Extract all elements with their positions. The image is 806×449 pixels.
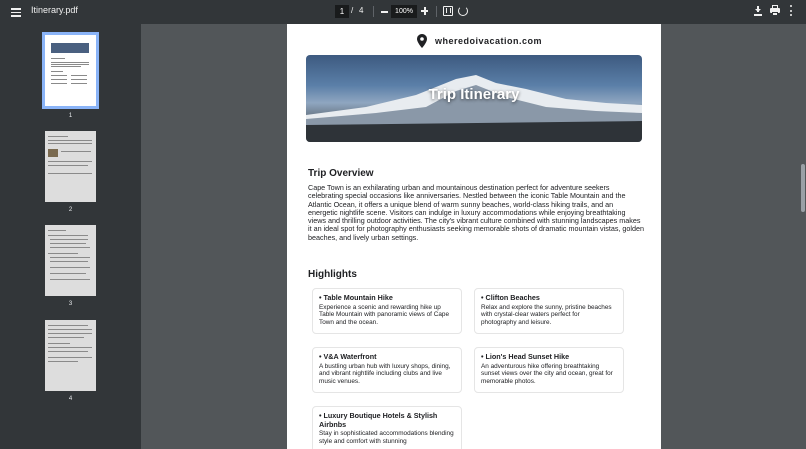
zoom-in-button[interactable] <box>419 5 431 17</box>
scrollbar-thumb[interactable] <box>801 164 805 212</box>
thumbnail-number: 4 <box>68 396 73 402</box>
highlight-title: • Luxury Boutique Hotels & Stylish Airbnbs <box>319 411 438 429</box>
location-pin-icon <box>417 34 427 48</box>
zoom-out-button[interactable] <box>379 5 391 17</box>
highlight-title: • Clifton Beaches <box>481 293 540 302</box>
pdf-page <box>287 24 661 449</box>
highlight-text: A bustling urban hub with luxury shops, dining, and vibrant nightlife including clubs and live music venues. <box>319 362 451 385</box>
highlight-card <box>312 406 462 449</box>
download-icon[interactable] <box>752 5 764 17</box>
thumbnail-hero-image <box>51 43 89 53</box>
zoom-input[interactable] <box>391 5 417 18</box>
hero-title: Trip Itinerary <box>428 86 520 103</box>
page-thumbnail-1[interactable] <box>45 35 96 106</box>
print-icon[interactable] <box>769 5 781 17</box>
thumbnail-number: 1 <box>68 113 73 119</box>
highlight-title: • Lion's Head Sunset Hike <box>481 352 570 361</box>
highlight-card <box>474 347 624 393</box>
highlights-heading: Highlights <box>308 269 357 280</box>
brand-header <box>287 34 661 50</box>
trip-overview-text: Cape Town is an exhilarating urban and mountainous destination perfect for adventure seekers celebrating special occasions like anniversaries. Nestled between the iconic Table Mountain and the Atlantic Ocean, it offers a unique blend of warm sunny beaches, world-class hiking trails, and an energetic nightlife scene. Visitors can indulge in luxury accommodations while enjoying breathtaking views and thrilling outdoor activities. The city's vibrant culture combined with stunning landscapes makes it an ideal spot for photography enthusiasts seeking memorable shots of dramatic mountain vistas, golden beaches, and lively urban settings. <box>308 183 645 242</box>
highlight-text: Stay in sophisticated accommodations blending style and comfort with stunning <box>319 430 454 445</box>
document-title: Itinerary.pdf <box>31 5 78 15</box>
hero-image <box>306 55 642 142</box>
page-number-input[interactable] <box>335 5 349 18</box>
toolbar-divider <box>373 6 374 17</box>
highlight-card <box>312 347 462 393</box>
menu-icon[interactable] <box>10 5 24 19</box>
rotate-icon[interactable] <box>458 6 468 16</box>
highlight-text: Experience a scenic and rewarding hike up Table Mountain with panoramic views of Cape Town and the ocean. <box>319 303 450 326</box>
highlight-card <box>312 288 462 334</box>
page-thumbnail-4[interactable] <box>45 320 96 391</box>
thumbnail-sidebar <box>0 24 141 449</box>
highlight-title: • Table Mountain Hike <box>319 293 393 302</box>
document-viewer[interactable] <box>141 24 806 449</box>
thumbnail-image <box>48 149 58 157</box>
page-thumbnail-2[interactable] <box>45 131 96 202</box>
pdf-toolbar <box>0 0 806 24</box>
page-separator: / <box>351 6 354 15</box>
highlight-title: • V&A Waterfront <box>319 352 377 361</box>
highlight-text: Relax and explore the sunny, pristine beaches with crystal-clear waters perfect for photography and leisure. <box>481 303 612 326</box>
fit-to-page-icon[interactable] <box>443 6 453 16</box>
highlight-text: An adventurous hike offering breathtaking sunset views over the city and ocean, great for memorable photos. <box>481 362 613 385</box>
thumbnail-number: 3 <box>68 301 73 307</box>
page-thumbnail-3[interactable] <box>45 225 96 296</box>
thumbnail-number: 2 <box>68 207 73 213</box>
more-options-icon[interactable] <box>785 5 797 17</box>
toolbar-divider <box>436 6 437 17</box>
page-total: 4 <box>359 6 364 15</box>
trip-overview-heading: Trip Overview <box>308 168 374 179</box>
highlight-card <box>474 288 624 334</box>
brand-name: wheredoivacation.com <box>435 36 543 46</box>
